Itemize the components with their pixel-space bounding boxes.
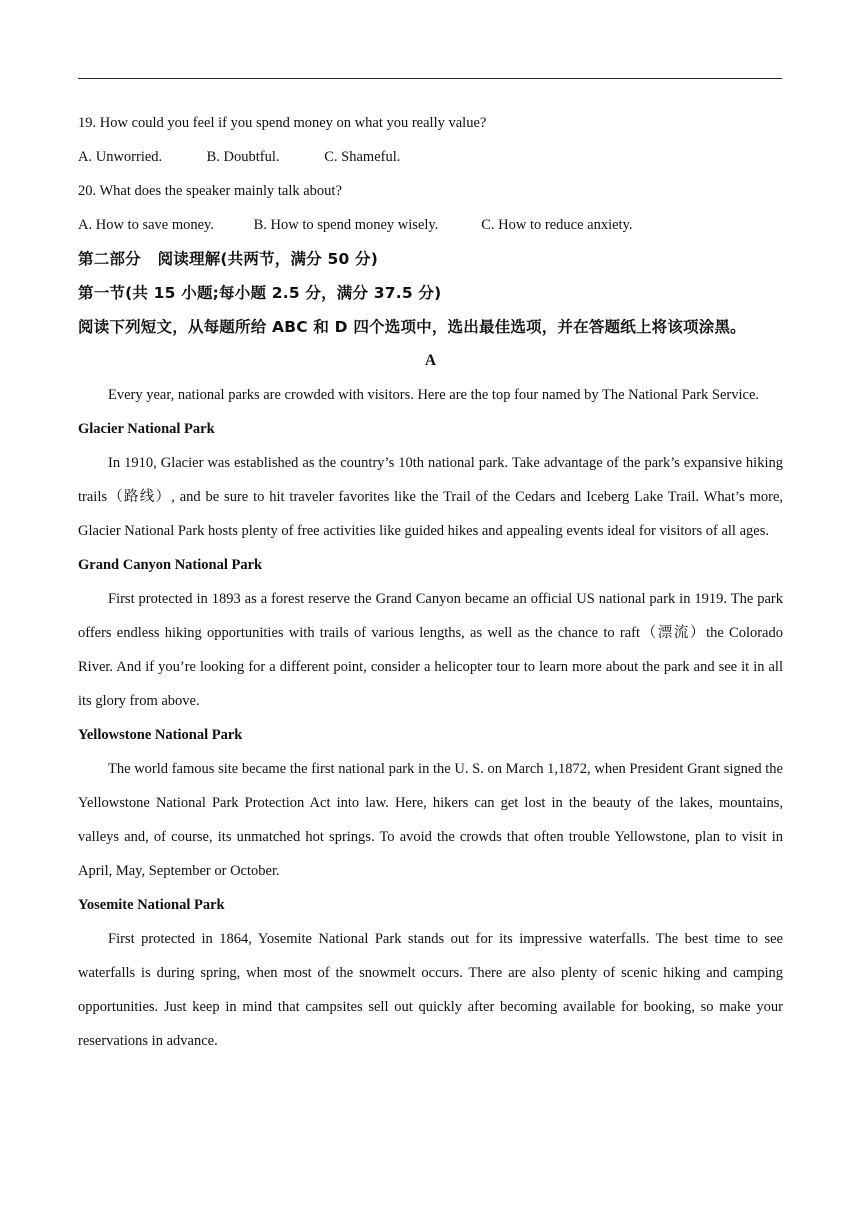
document-body (78, 106, 783, 1058)
question-19-options (78, 140, 783, 174)
question-20-options (78, 208, 783, 242)
park-title-yellowstone: Yellowstone National Park (78, 727, 243, 743)
passage-intro: Every year, national parks are crowded with visitors. Here are the top four named by The National Park Service. (108, 387, 760, 403)
park-text-yellowstone: The world famous site became the first national park in the U. S. on March 1,1872, when President Grant signed the Yellowstone National Park Protection Act into law. Here, hikers can get lost in the beauty of the lakes, mountains, valleys and, of course, its unmatched hot springs. To avoid the crowds that often trouble Yellowstone, plan to visit in April, May, September or October. (78, 761, 783, 879)
instructions: 阅读下列短文，从每题所给 ABC 和 D 四个选项中，选出最佳选项，并在答题纸上将该项涂黑。 (78, 318, 746, 336)
option-b: B. How to spend money wisely. (253, 217, 439, 233)
park-title-yosemite: Yosemite National Park (78, 897, 225, 913)
park-title-glacier: Glacier National Park (78, 421, 215, 437)
option-c: C. How to reduce anxiety. (481, 217, 633, 233)
passage-letter: A (424, 352, 437, 369)
part-heading: 第二部分 阅读理解(共两节，满分 50 分) (78, 250, 379, 268)
question-20-stem: 20. What does the speaker mainly talk about? (78, 183, 342, 199)
park-text-yosemite: First protected in 1864, Yosemite National Park stands out for its impressive waterfalls. The best time to see waterfalls is during spring, when most of the snowmelt occurs. There are also plenty of scenic hiking and camping opportunities. Just keep in mind that campsites sell out quickly after becoming available for booking, so make your reservations in advance. (78, 931, 783, 1049)
question-19-stem: 19. How could you feel if you spend money on what you really value? (78, 115, 487, 131)
park-text-glacier: In 1910, Glacier was established as the country’s 10th national park. Take advantage of the park’s expansive hiking trails（路线）, and be sure to hit traveler favorites like the Trail of the Cedars and Iceberg Lake Trail. What’s more, Glacier National Park hosts plenty of free activities like guided hikes and appealing events ideal for visitors of all ages. (78, 455, 783, 539)
option-a: A. How to save money. (78, 217, 214, 233)
park-text-grand-canyon: First protected in 1893 as a forest reserve the Grand Canyon became an official US national park in 1919. The park offers endless hiking opportunities with trails of various lengths, as well as the chance to raft（漂流）the Colorado River. And if you’re looking for a different point, consider a helicopter tour to learn more about the park and see it in all its glory from above. (78, 591, 783, 709)
park-title-grand-canyon: Grand Canyon National Park (78, 557, 263, 573)
option-a: A. Unworried. (78, 149, 163, 165)
option-c: C. Shameful. (324, 149, 401, 165)
subsection-heading: 第一节(共 15 小题;每小题 2.5 分，满分 37.5 分) (78, 284, 442, 302)
header-rule (78, 78, 782, 79)
option-b: B. Doubtful. (206, 149, 280, 165)
